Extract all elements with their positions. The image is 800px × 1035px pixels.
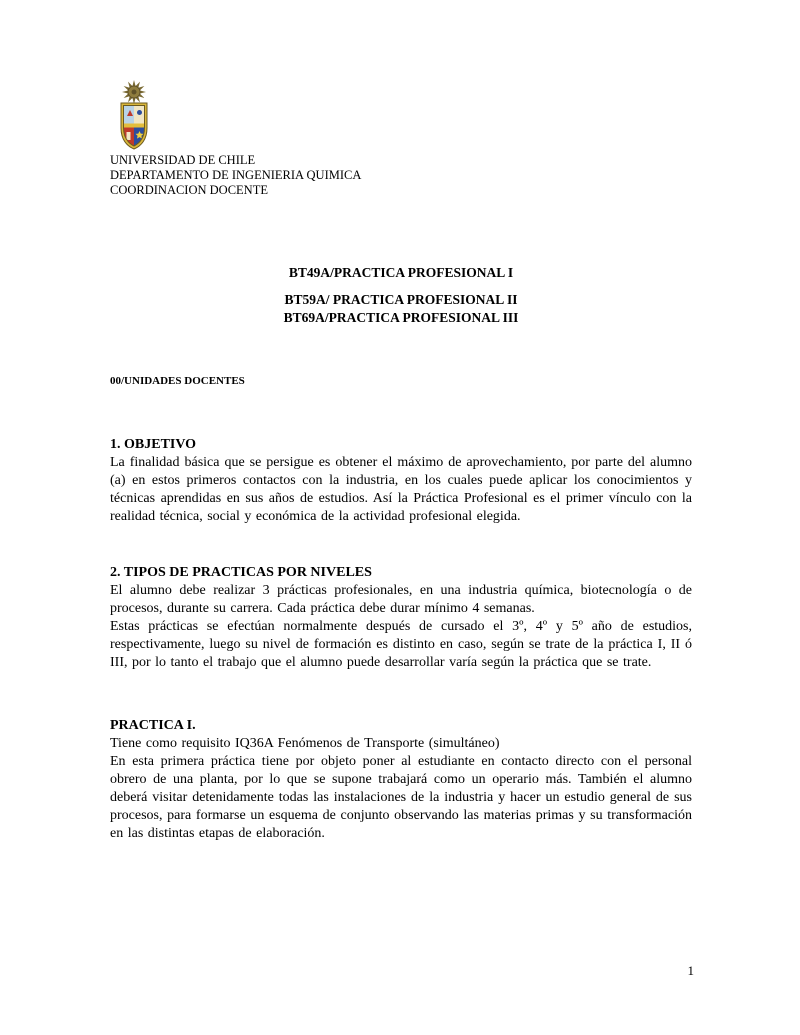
institution-name: UNIVERSIDAD DE CHILE bbox=[110, 153, 256, 167]
course-title-bt49a: BT49A/PRACTICA PROFESIONAL I bbox=[288, 265, 514, 280]
universidad-de-chile-crest-icon bbox=[114, 80, 154, 152]
course-title-bt69a: BT69A/PRACTICA PROFESIONAL III bbox=[283, 310, 519, 325]
section-objetivo bbox=[110, 436, 692, 526]
section-heading-practica-1: PRACTICA I. bbox=[110, 718, 196, 733]
letterhead bbox=[110, 153, 692, 198]
paragraph-tipos-2: Estas prácticas se efectúan normalmente después de cursado el 3º, 4º y 5º año de estudios, respectivamente, luego su nivel de formación es distinto en caso, según se trate de la práctica I, II ó III, por lo tanto el trabajo que el alumno puede desarrollar varía según la práctica que se trate. bbox=[110, 619, 692, 670]
section-heading-tipos: 2. TIPOS DE PRACTICAS POR NIVELES bbox=[110, 565, 372, 580]
course-title-bt59a: BT59A/ PRACTICA PROFESIONAL II bbox=[284, 292, 518, 307]
coordination-label: COORDINACION DOCENTE bbox=[110, 183, 268, 197]
department-name: DEPARTAMENTO DE INGENIERIA QUIMICA bbox=[110, 168, 362, 182]
section-heading-objetivo: 1. OBJETIVO bbox=[110, 437, 197, 452]
course-titles-block bbox=[110, 264, 692, 327]
paragraph-objetivo-1: La finalidad básica que se persigue es obtener el máximo de aprovechamiento, por parte del alumno (a) en estos primeros contactos con la industria, en los cuales puede aplicar los conocimientos y técnicas aprendidas en sus años de estudios. Así la Práctica Profesional es el primer vínculo con la realidad técnica, social y económica de la actividad profesional elegida. bbox=[110, 455, 692, 524]
units-docentes-label: 00/UNIDADES DOCENTES bbox=[110, 375, 245, 387]
document-body-column bbox=[110, 0, 692, 843]
paragraph-practica1-descripcion: En esta primera práctica tiene por objeto poner al estudiante en contacto directo con el personal obrero de una planta, por lo que se supone trabajará como un operario más. También el alumno deberá visitar detenidamente todas las instalaciones de la industria y hacer un estudio general de sus procesos, para formarse un esquema de conjunto observando las materias primas y su transformación en las distintas etapas de elaboración. bbox=[110, 754, 692, 841]
section-tipos-de-practicas bbox=[110, 564, 692, 672]
paragraph-tipos-1: El alumno debe realizar 3 prácticas profesionales, en una industria química, biotecnología o de procesos, durante su carrera. Cada práctica debe durar mínimo 4 semanas. bbox=[110, 583, 692, 616]
page-number: 1 bbox=[687, 963, 694, 978]
paragraph-practica1-requisito: Tiene como requisito IQ36A Fenómenos de Transporte (simultáneo) bbox=[110, 736, 500, 751]
section-practica-1 bbox=[110, 717, 692, 843]
